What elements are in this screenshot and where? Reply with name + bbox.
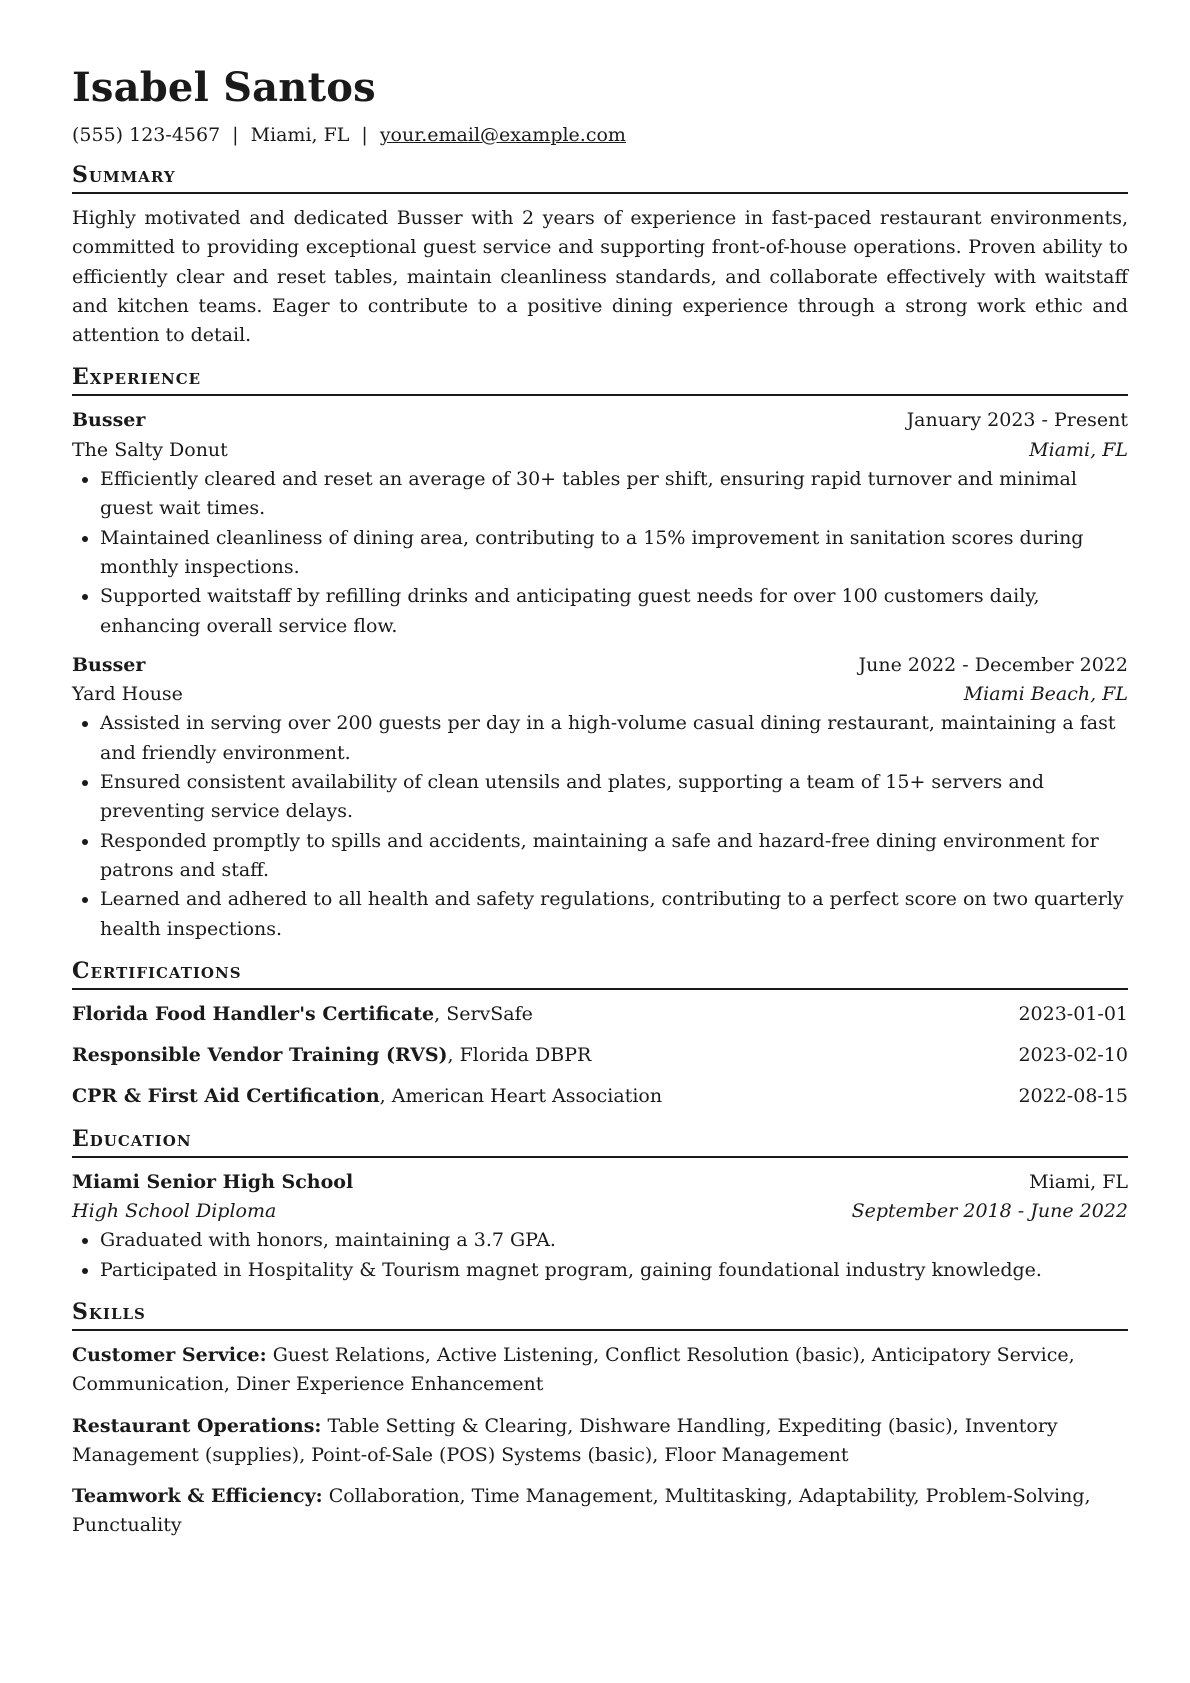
cert-issuer: , ServSafe — [434, 1002, 533, 1025]
section-title-certifications: Certifications — [72, 956, 1128, 990]
list-item: • Supported waitstaff by refilling drinks and anticipating guest needs for over 100 customers daily, enhancing overall service flow. — [100, 582, 1128, 641]
candidate-name: Isabel Santos — [72, 64, 376, 111]
list-item: • Assisted in serving over 200 guests per day in a high-volume casual dining restaurant, maintaining a fast and friendly environment. — [100, 709, 1128, 768]
cert-name: Florida Food Handler's Certificate — [72, 1002, 435, 1025]
cert-issuer: , Florida DBPR — [447, 1044, 592, 1067]
summary-text: Highly motivated and dedicated Busser with 2 years of experience in fast-paced restaurant environments, committed to providing exceptional guest service and supporting front-of-house operations. Proven ability to efficiently clear and reset tables, maintain cleanliness standards, and collaborate effectively with waitstaff and kitchen teams. Eager to contribute to a positive dining experience through a strong work ethic and attention to detail. — [72, 207, 1128, 347]
job-company: Yard House — [72, 683, 183, 706]
job-subheader — [72, 436, 1128, 465]
education-bullets — [72, 1226, 1128, 1285]
education-entry — [72, 1168, 1128, 1285]
cert-date: 2022-08-15 — [1018, 1085, 1128, 1108]
section-title-skills: Skills — [72, 1297, 1128, 1331]
skill-items: Guest Relations, Active Listening, Conflict Resolution (basic), Anticipatory Service, Communication, Diner Experience Enhancement — [72, 1343, 1075, 1396]
cert-text — [72, 1000, 533, 1029]
cert-name: CPR & First Aid Certification — [72, 1085, 380, 1108]
section-title-summary: Summary — [72, 160, 1128, 194]
job-location: Miami Beach, FL — [963, 683, 1128, 706]
skill-items: Table Setting & Clearing, Dishware Handling, Expediting (basic), Inventory Management (supplies), Point-of-Sale (POS) Systems (basic), Floor Management — [72, 1414, 1058, 1466]
contact-separator: | — [232, 124, 239, 146]
job-header — [72, 406, 1128, 435]
education-subheader — [72, 1197, 1128, 1226]
skill-label: Customer Service: — [72, 1343, 267, 1366]
list-item: • Efficiently cleared and reset an average of 30+ tables per shift, ensuring rapid turnover and minimal guest wait times. — [100, 465, 1128, 524]
contact-line — [72, 122, 1128, 148]
job-entry — [72, 406, 1128, 640]
cert-date: 2023-01-01 — [1018, 1002, 1128, 1025]
cert-row — [72, 1041, 1128, 1070]
list-item: • Responded promptly to spills and accidents, maintaining a safe and hazard-free dining environment for patrons and staff. — [100, 827, 1128, 886]
job-header — [72, 651, 1128, 680]
job-role: Busser — [72, 409, 146, 432]
skill-group — [72, 1412, 1128, 1471]
list-item: • Ensured consistent availability of clean utensils and plates, supporting a team of 15+ servers and preventing service delays. — [100, 768, 1128, 827]
school-name: Miami Senior High School — [72, 1170, 354, 1193]
skill-items: Collaboration, Time Management, Multitasking, Adaptability, Problem-Solving, Punctuality — [72, 1485, 1091, 1537]
email-link[interactable]: your.email@example.com — [379, 124, 626, 146]
degree: High School Diploma — [72, 1200, 277, 1223]
list-item: • Participated in Hospitality & Tourism magnet program, gaining foundational industry knowledge. — [100, 1256, 1128, 1285]
phone: (555) 123-4567 — [72, 124, 221, 146]
job-company: The Salty Donut — [72, 438, 228, 461]
job-role: Busser — [72, 653, 146, 676]
list-item: • Maintained cleanliness of dining area, contributing to a 15% improvement in sanitation scores during monthly inspections. — [100, 524, 1128, 583]
cert-row — [72, 1000, 1128, 1029]
skill-label: Teamwork & Efficiency: — [72, 1485, 323, 1508]
job-bullets — [72, 465, 1128, 641]
skill-label: Restaurant Operations: — [72, 1414, 322, 1437]
job-subheader — [72, 680, 1128, 709]
education-header — [72, 1168, 1128, 1197]
school-location: Miami, FL — [1029, 1170, 1128, 1193]
contact-separator: | — [361, 124, 368, 146]
job-bullets — [72, 709, 1128, 943]
cert-row — [72, 1082, 1128, 1111]
job-entry — [72, 651, 1128, 944]
skill-group — [72, 1341, 1128, 1400]
cert-text — [72, 1041, 591, 1070]
cert-name: Responsible Vendor Training (RVS) — [72, 1044, 448, 1067]
job-location: Miami, FL — [1029, 438, 1128, 461]
location: Miami, FL — [250, 124, 350, 146]
section-title-experience: Experience — [72, 362, 1128, 396]
cert-issuer: , American Heart Association — [379, 1085, 663, 1108]
section-title-education: Education — [72, 1124, 1128, 1158]
job-dates: June 2022 - December 2022 — [858, 653, 1128, 676]
list-item: • Graduated with honors, maintaining a 3.7 GPA. — [100, 1226, 1128, 1255]
list-item: • Learned and adhered to all health and safety regulations, contributing to a perfect score on two quarterly health inspections. — [100, 885, 1128, 944]
cert-text — [72, 1082, 662, 1111]
skill-group — [72, 1482, 1128, 1541]
education-dates: September 2018 - June 2022 — [851, 1200, 1128, 1223]
job-dates: January 2023 - Present — [906, 409, 1128, 432]
cert-date: 2023-02-10 — [1018, 1044, 1128, 1067]
